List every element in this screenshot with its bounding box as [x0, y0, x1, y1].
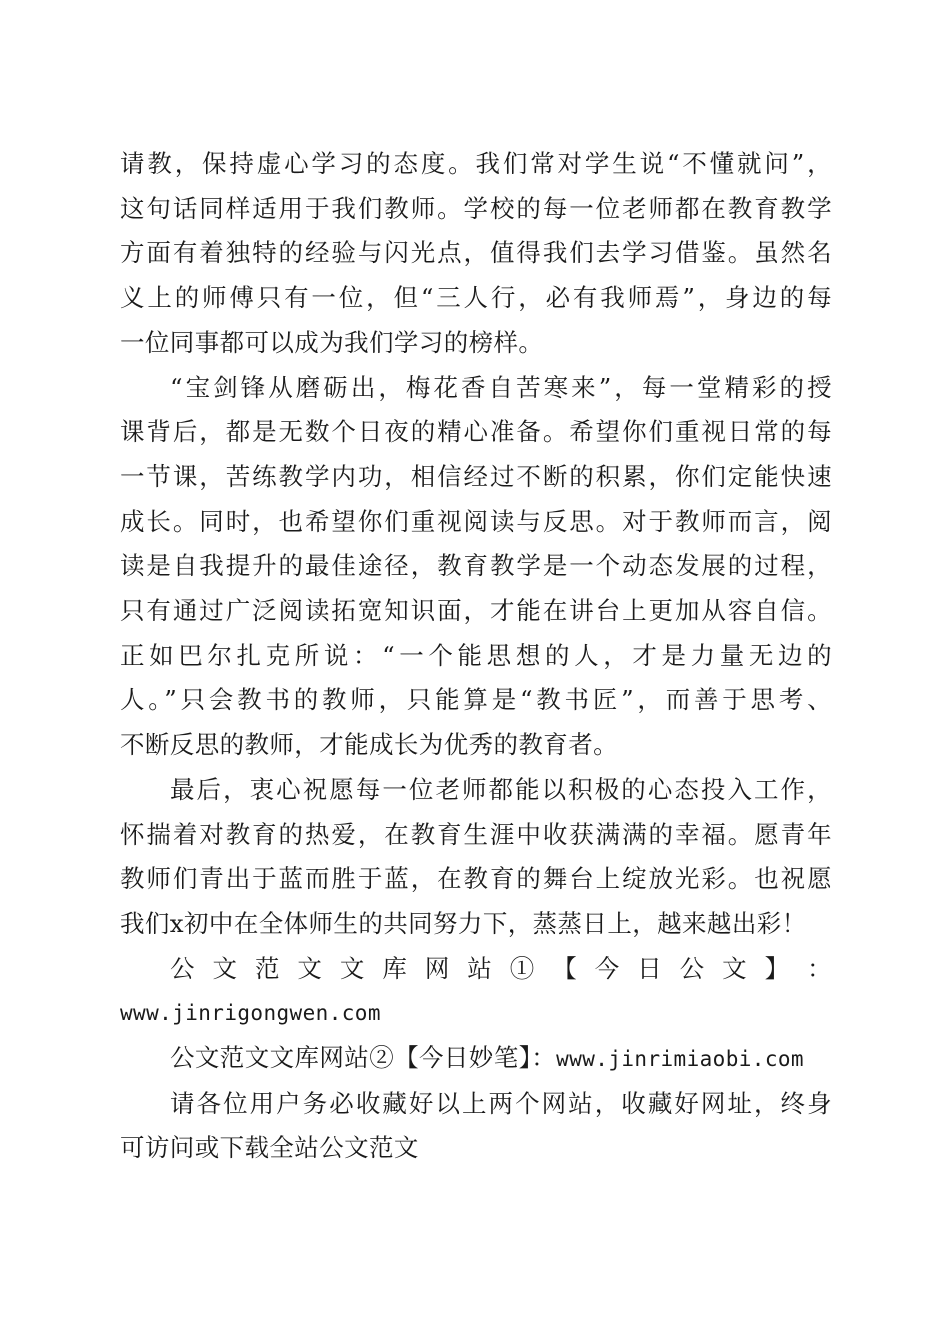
- site-two-line: [120, 1036, 832, 1082]
- text-line: 一位同事都可以成为我们学习的榜样。: [120, 327, 544, 357]
- text-line: 我们x初中在全体师生的共同努力下，蒸蒸日上，越来越出彩！: [120, 908, 807, 938]
- text-line: 这句话同样适用于我们教师。学校的每一位老师都在教育教学: [120, 193, 832, 223]
- site-one-label: 公 文 范 文 文 库 网 站 ① 【 今 日 公 文 】 ：: [170, 953, 832, 983]
- text-line: 一节课，苦练教学内功，相信经过不断的积累，你们定能快速: [120, 461, 832, 491]
- text-line: 正如巴尔扎克所说：“一个能思想的人，才是力量无边的: [120, 640, 832, 670]
- text-line: 只有通过广泛阅读拓宽知识面，才能在讲台上更加从容自信。: [120, 596, 832, 626]
- text-line: 请各位用户务必收藏好以上两个网站，收藏好网址，终身: [170, 1088, 832, 1118]
- text-line: “宝剑锋从磨砺出，梅花香自苦寒来”，每一堂精彩的授: [170, 372, 832, 402]
- text-line: 怀揣着对教育的热爱，在教育生涯中收获满满的幸福。愿青年: [120, 819, 832, 849]
- text-line: 方面有着独特的经验与闪光点，值得我们去学习借鉴。虽然名: [120, 238, 832, 268]
- site-two-url[interactable]: www.jinrimiaobi.com: [556, 1047, 804, 1072]
- paragraph-continuation: [120, 142, 832, 366]
- site-two: [120, 1036, 832, 1082]
- text-line: 课背后，都是无数个日夜的精心准备。希望你们重视日常的每: [120, 417, 832, 447]
- text-line: 最后，衷心祝愿每一位老师都能以积极的心态投入工作，: [170, 774, 832, 804]
- text-line: 成长。同时，也希望你们重视阅读与反思。对于教师而言，阅: [120, 506, 832, 536]
- paragraph-closing: [120, 768, 832, 947]
- text-line: 教师们青出于蓝而胜于蓝，在教育的舞台上绽放光彩。也祝愿: [120, 864, 832, 894]
- notice-paragraph: [120, 1082, 832, 1171]
- site-one: [120, 947, 832, 1036]
- text-line: 义上的师傅只有一位，但“三人行，必有我师焉”，身边的每: [120, 283, 832, 313]
- text-line: 请教，保持虚心学习的态度。我们常对学生说“不懂就问”，: [120, 149, 832, 178]
- document-body: [120, 142, 832, 1171]
- site-two-label: 公文范文文库网站②【今日妙笔】：: [170, 1043, 557, 1073]
- text-line: 可访问或下载全站公文范文: [120, 1133, 419, 1163]
- paragraph-reading: [120, 366, 832, 768]
- text-line: 读是自我提升的最佳途径，教育教学是一个动态发展的过程，: [120, 551, 832, 581]
- text-line: 人。”只会教书的教师，只能算是“教书匠”，而善于思考、: [120, 685, 832, 715]
- site-one-url[interactable]: www.jinrigongwen.com: [120, 1001, 381, 1026]
- text-line: 不断反思的教师，才能成长为优秀的教育者。: [120, 730, 618, 760]
